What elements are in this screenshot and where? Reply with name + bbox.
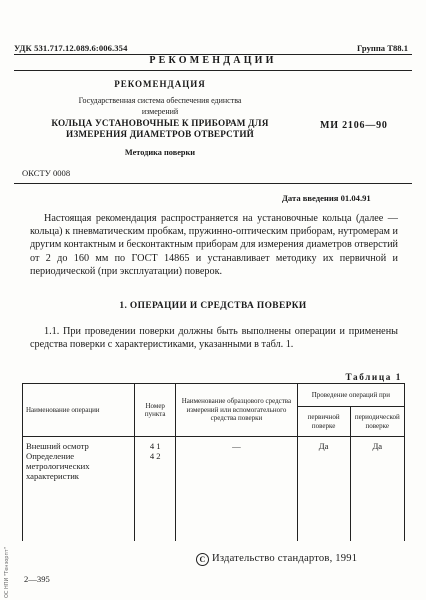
- clause-number-2: 4 2: [149, 451, 161, 461]
- copyright-line: [196, 553, 357, 566]
- recommendation-label: РЕКОМЕНДАЦИЯ: [114, 79, 206, 89]
- table-caption: Таблица 1: [345, 372, 402, 382]
- header-primary: первичной поверке: [297, 407, 350, 437]
- intro-date-value: 01.04.91: [340, 193, 371, 203]
- recommendations-heading: РЕКОМЕНДАЦИИ: [149, 55, 277, 66]
- operation-visual: Внешний осмотр: [26, 441, 89, 451]
- cell-operation: [23, 437, 135, 486]
- header-number: Номер пункта: [135, 384, 176, 437]
- intro-date-label: Дата введения: [282, 193, 339, 203]
- okstu-rule: [14, 183, 412, 184]
- intro-date: [282, 193, 371, 203]
- section-heading: 1. ОПЕРАЦИИ И СРЕДСТВА ПОВЕРКИ: [119, 301, 307, 311]
- group-code: Группа Т88.1: [356, 43, 408, 53]
- clause-number-1: 4 1: [149, 441, 161, 451]
- gss-line-2: измерений: [141, 107, 179, 116]
- copyright-text: Издательство стандартов, 1991: [212, 553, 358, 564]
- page-number: 2—395: [24, 574, 50, 584]
- header-rule-bottom: [14, 70, 412, 71]
- document-title: [30, 118, 290, 140]
- title-line-1: КОЛЬЦА УСТАНОВОЧНЫЕ К ПРИБОРАМ ДЛЯ: [51, 118, 269, 128]
- method-subtitle: Методика поверки: [124, 148, 196, 157]
- cell-primary: Да: [297, 437, 350, 486]
- operations-table: [22, 383, 405, 541]
- copyright-icon: C: [196, 553, 209, 566]
- table-filler-row: [23, 485, 405, 541]
- header-conduct: Проведение операций при: [297, 384, 404, 407]
- okstu-code: ОКСТУ 0008: [22, 168, 71, 178]
- gss-text: [40, 95, 280, 117]
- operations-paragraph: 1.1. При проведении поверки должны быть выполнены операции и применены средства поверки с характеристиками, указанными в табл. 1.: [30, 326, 398, 351]
- document-code: МИ 2106—90: [320, 120, 388, 131]
- cell-number: [135, 437, 176, 486]
- scope-paragraph: Настоящая рекомендация распространяется на установочные кольца (далее — кольца) к пневматическим пробкам, пружинно-оптическим приборам, нутромерам и другим контактным и бесконтактным приборам для измерения диаметров отверстий от 2 до 160 мм по ГОСТ 14865 и устанавливает методику их первичной и периодической (при эксплуатации) поверок.: [30, 213, 398, 277]
- gss-line-1: Государственная система обеспечения единства: [78, 96, 242, 105]
- header-operation: Наименование операции: [23, 384, 135, 437]
- side-imprint-text: ОС НПИ "Тензорпт": [4, 547, 10, 598]
- table-row: [23, 437, 405, 486]
- side-imprint: [2, 520, 12, 600]
- title-line-2: ИЗМЕРЕНИЯ ДИАМЕТРОВ ОТВЕРСТИЙ: [65, 129, 255, 139]
- cell-periodic: Да: [350, 437, 404, 486]
- operation-metrology: Определение метрологических характеристик: [26, 451, 90, 481]
- cell-means: —: [176, 437, 298, 486]
- udk-code: УДК 531.717.12.089.6:006.354: [14, 43, 128, 53]
- header-means: Наименование образцового средства измерений или вспомогательного средства поверки: [176, 384, 298, 437]
- header-periodic: периодической поверке: [350, 407, 404, 437]
